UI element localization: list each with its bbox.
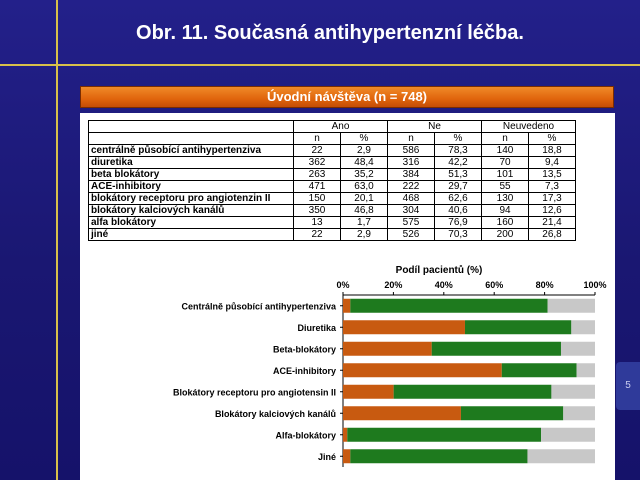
table-row <box>89 205 576 217</box>
category-label: ACE-inhibitory <box>273 365 336 376</box>
category-label: Beta-blokátory <box>272 344 336 355</box>
bar-segment-neuvedeno <box>548 299 595 313</box>
bar-segment-neuvedeno <box>551 385 595 399</box>
table-row <box>89 217 576 229</box>
visit-banner: Úvodní návštěva (n = 748) <box>80 86 614 108</box>
table-cell: 160 <box>482 217 529 229</box>
subheader-cell: n <box>388 133 435 145</box>
table-row <box>89 181 576 193</box>
row-label: beta blokátory <box>89 169 294 181</box>
table-cell: 7,3 <box>529 181 576 193</box>
bar-segment-ano <box>343 299 350 313</box>
table-cell: 2,9 <box>341 229 388 241</box>
x-tick-label: 0% <box>336 280 350 290</box>
category-label: Jiné <box>317 451 336 462</box>
table-cell: 150 <box>294 193 341 205</box>
table-cell: 76,9 <box>435 217 482 229</box>
row-label: centrálně působící antihypertenziva <box>89 145 294 157</box>
bar-segment-neuvedeno <box>571 320 595 334</box>
table-cell: 101 <box>482 169 529 181</box>
category-label: Centrálně působící antihypertenziva <box>181 301 336 312</box>
table-cell: 22 <box>294 145 341 157</box>
table-cell: 29,7 <box>435 181 482 193</box>
bar-segment-ano <box>343 428 347 442</box>
table-subheader-blank <box>89 133 294 145</box>
bar-segment-ne <box>394 385 552 399</box>
bar-segment-neuvedeno <box>577 363 595 377</box>
subheader-cell: % <box>341 133 388 145</box>
table-cell: 22 <box>294 229 341 241</box>
table-cell: 48,4 <box>341 157 388 169</box>
subheader-cell: % <box>435 133 482 145</box>
bar-segment-ne <box>502 363 577 377</box>
table-cell: 46,8 <box>341 205 388 217</box>
table-cell: 200 <box>482 229 529 241</box>
bar-segment-ne <box>465 320 571 334</box>
table-cell: 13,5 <box>529 169 576 181</box>
table-cell: 18,8 <box>529 145 576 157</box>
row-label: ACE-inhibitory <box>89 181 294 193</box>
bar-segment-ano <box>343 320 465 334</box>
table-cell: 42,2 <box>435 157 482 169</box>
category-label: Alfa-blokátory <box>275 430 336 441</box>
table-cell: 63,0 <box>341 181 388 193</box>
x-tick-label: 40% <box>434 280 453 290</box>
bar-segment-neuvedeno <box>563 406 595 420</box>
table-cell: 526 <box>388 229 435 241</box>
table-cell: 575 <box>388 217 435 229</box>
table-cell: 55 <box>482 181 529 193</box>
table-cell: 263 <box>294 169 341 181</box>
subheader-cell: n <box>294 133 341 145</box>
table-cell: 471 <box>294 181 341 193</box>
table-group-header-row <box>89 121 576 133</box>
table-cell: 35,2 <box>341 169 388 181</box>
table-corner-cell <box>89 121 294 133</box>
table-cell: 26,8 <box>529 229 576 241</box>
decorative-vertical-line <box>56 0 58 480</box>
x-tick-label: 80% <box>535 280 554 290</box>
bar-segment-ne <box>461 406 563 420</box>
table-cell: 384 <box>388 169 435 181</box>
bar-segment-neuvedeno <box>541 428 595 442</box>
content-panel <box>80 113 615 480</box>
table-cell: 468 <box>388 193 435 205</box>
table-cell: 140 <box>482 145 529 157</box>
table-row <box>89 169 576 181</box>
table-cell: 316 <box>388 157 435 169</box>
subheader-cell: n <box>482 133 529 145</box>
category-label: Blokátory receptoru pro angiotensin II <box>172 387 336 398</box>
row-label: jiné <box>89 229 294 241</box>
table-cell: 51,3 <box>435 169 482 181</box>
decorative-horizontal-line <box>0 64 640 66</box>
table-cell: 586 <box>388 145 435 157</box>
chart-title: Podíl pacientů (%) <box>395 265 483 276</box>
bar-segment-neuvedeno <box>527 449 595 463</box>
row-label: blokátory receptoru pro angiotenzin II <box>89 193 294 205</box>
slide-title: Obr. 11. Současná antihypertenzní léčba. <box>136 22 524 44</box>
table-cell: 362 <box>294 157 341 169</box>
x-tick-label: 60% <box>485 280 504 290</box>
table-cell: 20,1 <box>341 193 388 205</box>
bar-segment-ne <box>350 449 527 463</box>
table-cell: 21,4 <box>529 217 576 229</box>
subheader-cell: % <box>529 133 576 145</box>
bar-segment-ano <box>343 406 461 420</box>
group-header-ne: Ne <box>388 121 482 133</box>
table-cell: 304 <box>388 205 435 217</box>
table-cell: 222 <box>388 181 435 193</box>
table-subheader-row <box>89 133 576 145</box>
table-cell: 2,9 <box>341 145 388 157</box>
row-label: alfa blokátory <box>89 217 294 229</box>
table-row <box>89 145 576 157</box>
x-tick-label: 100% <box>583 280 607 290</box>
bar-segment-ne <box>432 342 561 356</box>
bar-segment-ano <box>343 363 502 377</box>
row-label: blokátory kalciových kanálů <box>89 205 294 217</box>
bar-segment-ano <box>343 385 394 399</box>
table-cell: 40,6 <box>435 205 482 217</box>
table-cell: 12,6 <box>529 205 576 217</box>
table-cell: 13 <box>294 217 341 229</box>
row-label: diuretika <box>89 157 294 169</box>
table-row <box>89 157 576 169</box>
table-cell: 1,7 <box>341 217 388 229</box>
table-cell: 70 <box>482 157 529 169</box>
table-row <box>89 193 576 205</box>
table-cell: 350 <box>294 205 341 217</box>
table-cell: 62,6 <box>435 193 482 205</box>
table-cell: 78,3 <box>435 145 482 157</box>
group-header-ano: Ano <box>294 121 388 133</box>
treatment-table <box>88 120 576 241</box>
table-cell: 70,3 <box>435 229 482 241</box>
x-tick-label: 20% <box>384 280 403 290</box>
table-cell: 130 <box>482 193 529 205</box>
stacked-bar-chart <box>80 261 615 480</box>
bar-segment-ano <box>343 342 432 356</box>
bar-segment-neuvedeno <box>561 342 595 356</box>
table-cell: 94 <box>482 205 529 217</box>
table-cell: 9,4 <box>529 157 576 169</box>
table-cell: 17,3 <box>529 193 576 205</box>
table-row <box>89 229 576 241</box>
bar-segment-ne <box>347 428 541 442</box>
bar-segment-ano <box>343 449 350 463</box>
category-label: Blokátory kalciových kanálů <box>214 408 336 419</box>
group-header-neuvedeno: Neuvedeno <box>482 121 576 133</box>
bar-segment-ne <box>350 299 547 313</box>
category-label: Diuretika <box>297 322 336 333</box>
side-tab: 5 <box>616 362 640 410</box>
